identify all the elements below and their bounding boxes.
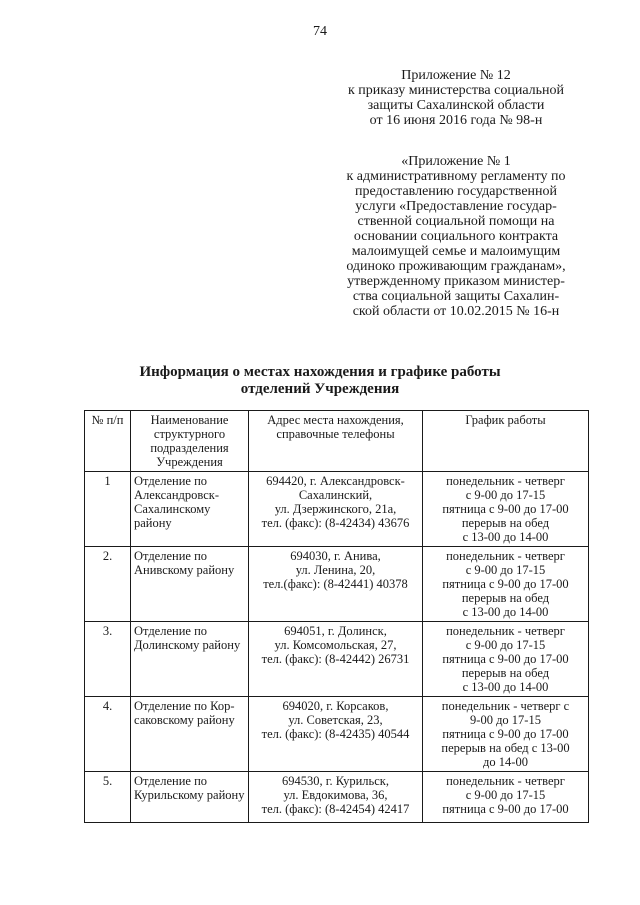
office-name: Отделение по Долинскому району xyxy=(131,622,249,697)
table-row xyxy=(85,472,589,547)
row-number: 1 xyxy=(85,472,131,547)
document-title xyxy=(90,364,550,398)
table-row xyxy=(85,772,589,823)
office-address: 694020, г. Корсаков, ул. Советская, 23, тел. (факс): (8-42435) 40544 xyxy=(249,697,423,772)
appendix-1-line: «Приложение № 1 xyxy=(401,154,511,169)
row-number: 3. xyxy=(85,622,131,697)
table-row xyxy=(85,547,589,622)
title-line-2: отделений Учреждения xyxy=(240,381,400,397)
appendix-1-line: предоставлению государственной xyxy=(354,184,558,199)
office-schedule: понедельник - четверг с 9-00 до 17-15 пятница с 9-00 до 17-00 перерыв на обед с 13-00 до 14-00 xyxy=(423,697,589,772)
office-schedule: понедельник - четверг с 9-00 до 17-15 пятница с 9-00 до 17-00 перерыв на обед с 13-00 до 14-00 xyxy=(423,622,589,697)
table-header-row xyxy=(85,411,589,472)
appendix-1-line: ства социальной защиты Сахалин- xyxy=(352,289,560,304)
office-address: 694051, г. Долинск, ул. Комсомольская, 27, тел. (факс): (8-42442) 26731 xyxy=(249,622,423,697)
table-row xyxy=(85,622,589,697)
appendix-1-line: ской области от 10.02.2015 № 16-н xyxy=(352,304,560,319)
appendix-1-header xyxy=(318,154,594,319)
row-number: 2. xyxy=(85,547,131,622)
appendix-1-line: услуги «Предоставление государ- xyxy=(355,199,557,214)
header-name: Наименование структурного подразделения Учреждения xyxy=(131,411,249,472)
office-name: Отделение по Анивскому району xyxy=(131,547,249,622)
office-address: 694030, г. Анива, ул. Ленина, 20, тел.(факс): (8-42441) 40378 xyxy=(249,547,423,622)
office-name: Отделение по Курильскому району xyxy=(131,772,249,823)
appendix-1-line: основании социального контракта xyxy=(353,229,559,244)
office-schedule: понедельник - четверг с 9-00 до 17-15 пятница с 9-00 до 17-00 перерыв на обед с 13-00 до 14-00 xyxy=(423,472,589,547)
office-address: 694530, г. Курильск, ул. Евдокимова, 36, тел. (факс): (8-42454) 42417 xyxy=(249,772,423,823)
appendix-12-line: защиты Сахалинской области xyxy=(367,98,545,113)
appendix-1-line: ственной социальной помощи на xyxy=(357,214,555,229)
header-schedule: График работы xyxy=(423,411,589,472)
header-num: № п/п xyxy=(85,411,131,472)
appendix-12-header xyxy=(318,68,594,128)
header-address: Адрес места нахождения, справочные телефоны xyxy=(249,411,423,472)
appendix-1-line: одиноко проживающим гражданам», xyxy=(346,259,566,274)
appendix-1-line: малоимущей семье и малоимущим xyxy=(351,244,561,259)
row-number: 4. xyxy=(85,697,131,772)
appendix-1-line: утвержденному приказом министер- xyxy=(347,274,565,289)
row-number: 5. xyxy=(85,772,131,823)
appendix-12-line: к приказу министерства социальной xyxy=(347,83,565,98)
office-address: 694420, г. Александровск- Сахалинский, ул. Дзержинского, 21а, тел. (факс): (8-42434) 43676 xyxy=(249,472,423,547)
table-row xyxy=(85,697,589,772)
office-schedule: понедельник - четверг с 9-00 до 17-15 пятница с 9-00 до 17-00 xyxy=(423,772,589,823)
office-schedule: понедельник - четверг с 9-00 до 17-15 пятница с 9-00 до 17-00 перерыв на обед с 13-00 до 14-00 xyxy=(423,547,589,622)
appendix-12-line: Приложение № 12 xyxy=(401,68,511,83)
offices-table xyxy=(84,410,589,823)
office-name: Отделение по Кор- саковскому району xyxy=(131,697,249,772)
appendix-12-line: от 16 июня 2016 года № 98-н xyxy=(369,113,543,128)
page-number: 74 xyxy=(313,24,327,39)
appendix-1-line: к административному регламенту по xyxy=(346,169,566,184)
office-name: Отделение по Александровск- Сахалинскому району xyxy=(131,472,249,547)
title-line-1: Информация о местах нахождения и графике работы xyxy=(139,364,501,380)
